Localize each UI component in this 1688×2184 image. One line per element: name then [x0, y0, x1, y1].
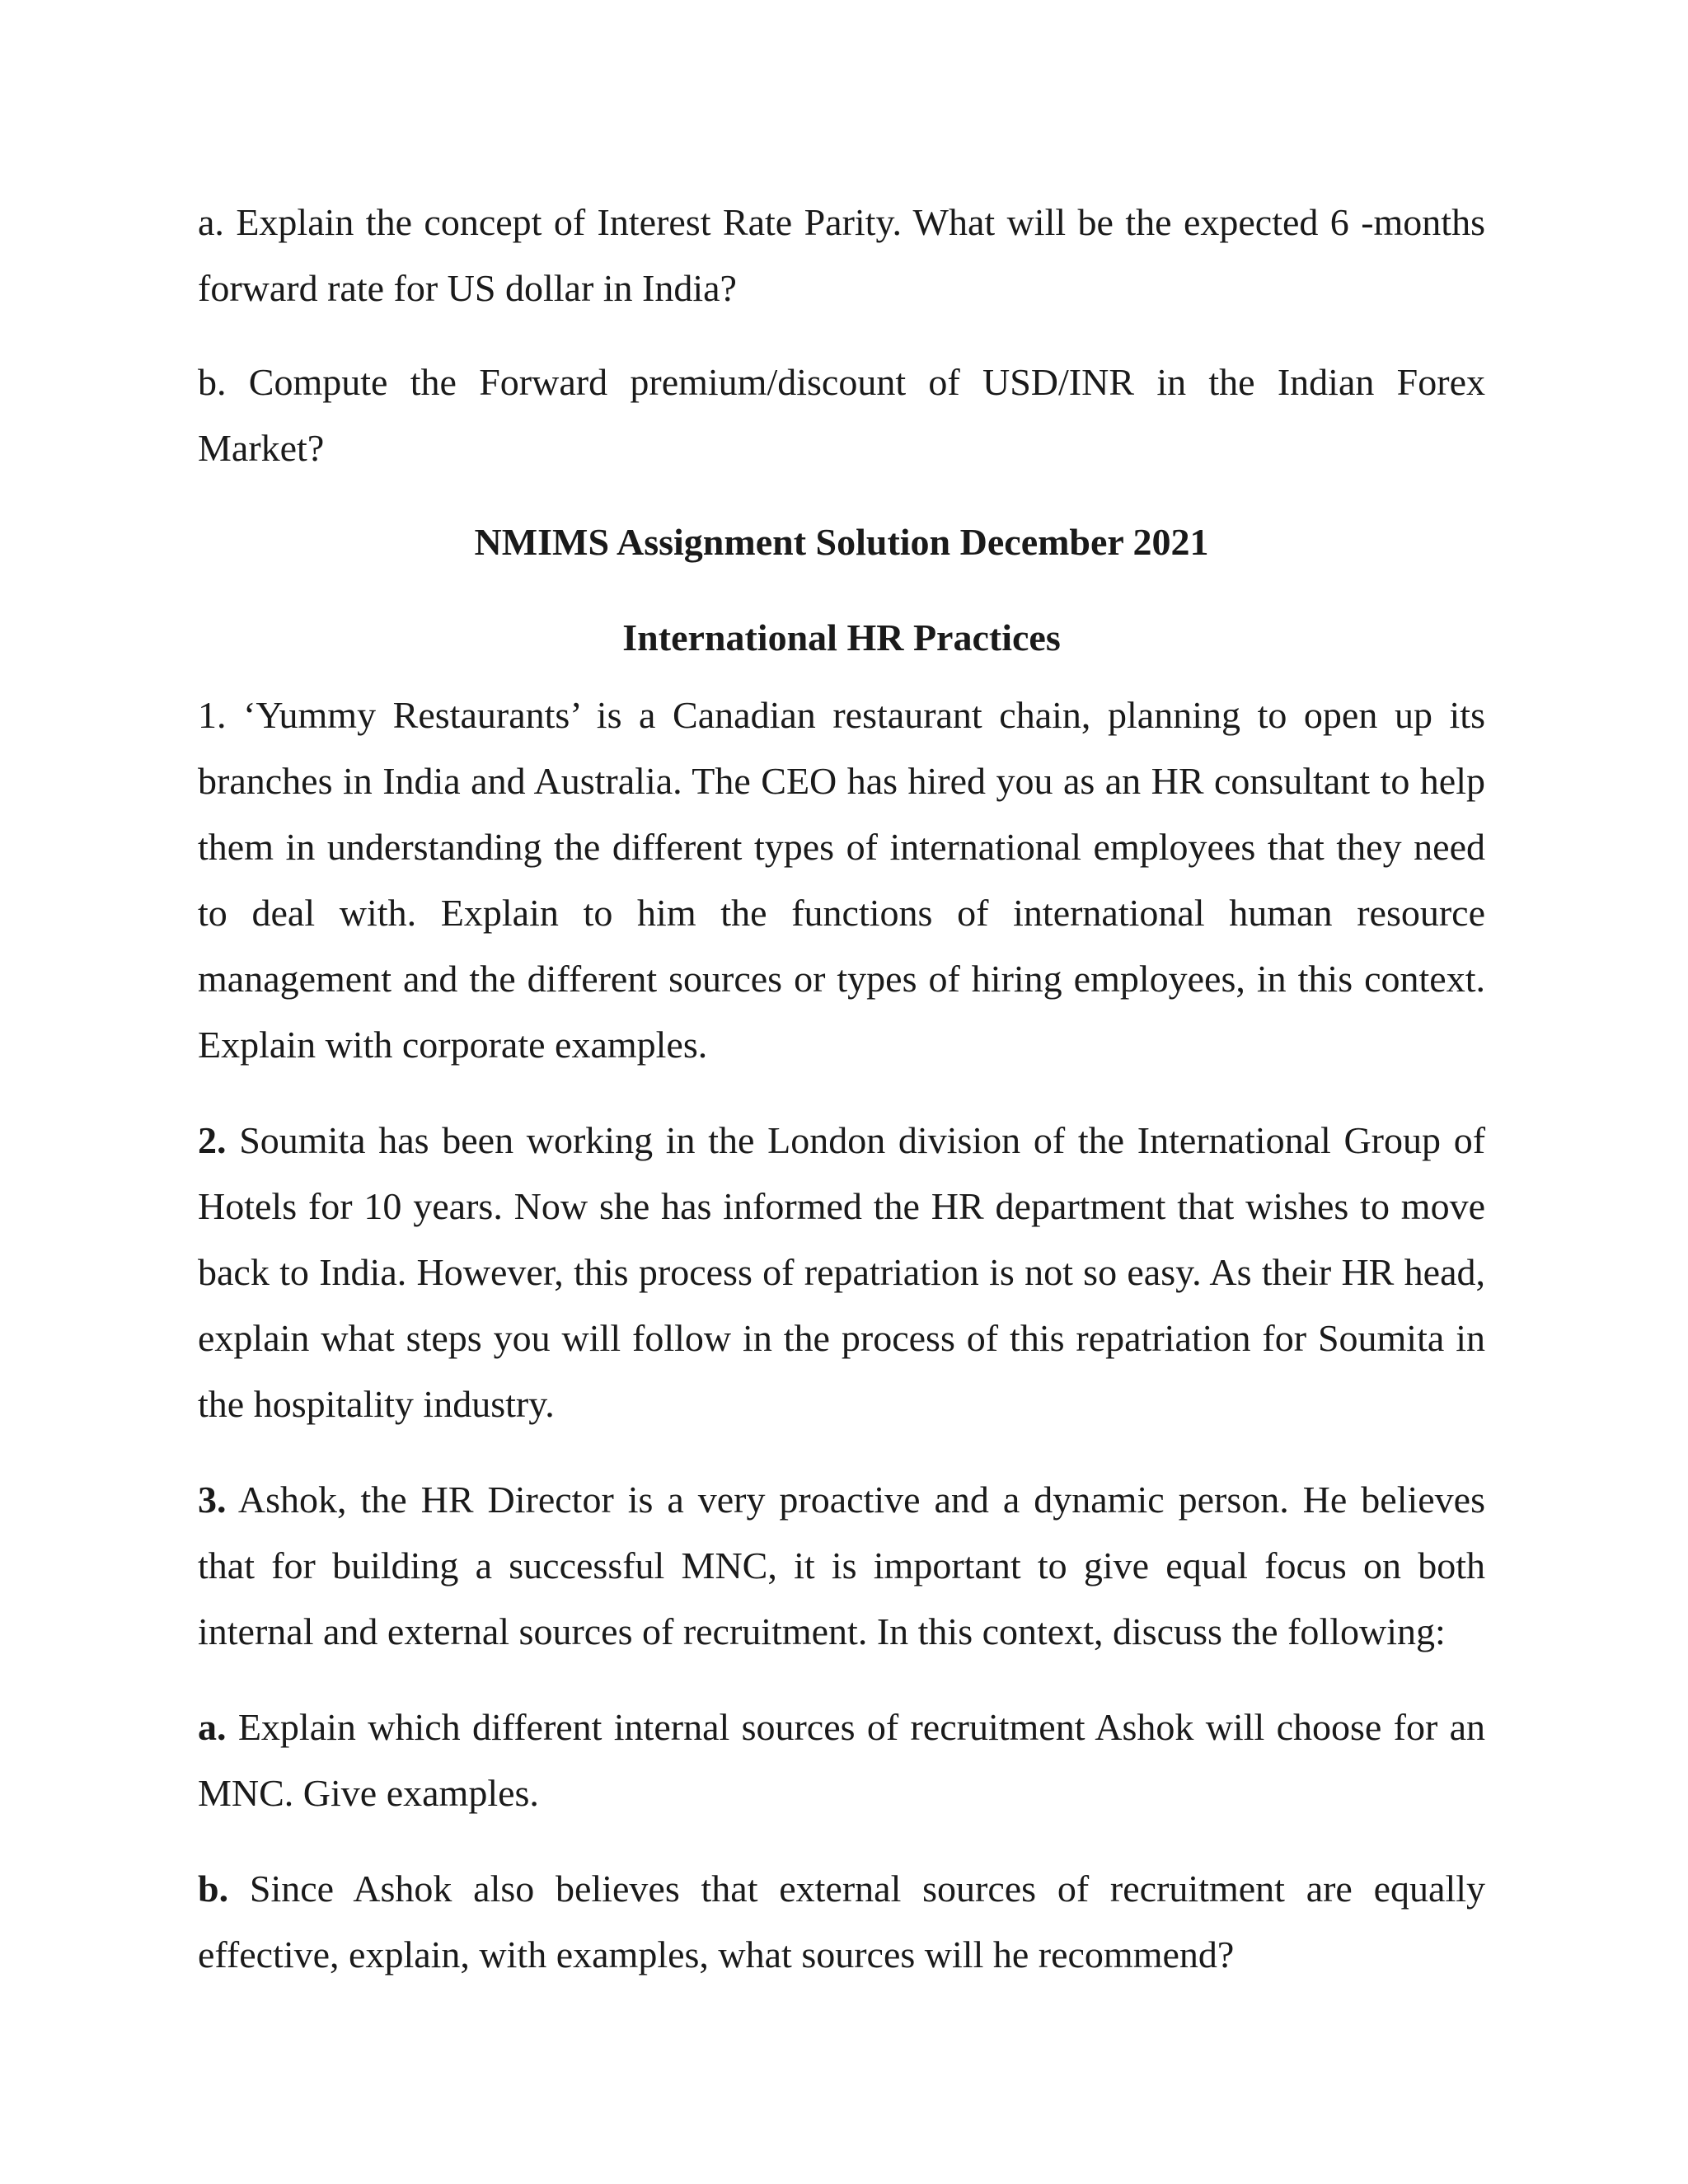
question-2 [198, 1108, 1485, 1437]
prev-question-b: b. Compute the Forward premium/discount of USD/INR in the Indian Forex Market? [198, 361, 1485, 469]
question-3a-text: Explain which different internal sources of recruitment Ashok will choose for an MNC. Give examples. [198, 1706, 1485, 1814]
question-3-text: Ashok, the HR Director is a very proactive and a dynamic person. He believes that for building a successful MNC, it is important to give equal focus on both internal and external sources of recruitment. In this context, discuss the following: [198, 1479, 1485, 1652]
question-3b-label: b. [198, 1868, 229, 1910]
question-3b-text: Since Ashok also believes that external sources of recruitment are equally effective, explain, with examples, what sources will he recommend? [198, 1868, 1486, 1975]
question-1: 1. ‘Yummy Restaurants’ is a Canadian restaurant chain, planning to open up its branches in India and Australia. The CEO has hired you as an HR consultant to help them in understanding the different types of international employees that they need to deal with. Explain to him the functions of international human resource management and the different sources or types of hiring employees, in this context. Explain with corporate examples. [198, 694, 1485, 1066]
question-3-number: 3. [198, 1479, 227, 1521]
subject-title: International HR Practices [622, 616, 1061, 658]
assignment-title: NMIMS Assignment Solution December 2021 [474, 521, 1209, 563]
question-3a [198, 1694, 1485, 1826]
document-page [198, 190, 1485, 1988]
question-3b [198, 1856, 1485, 1988]
prev-question-a: a. Explain the concept of Interest Rate Parity. What will be the expected 6 -months forward rate for US dollar in India? [198, 201, 1485, 309]
question-3a-label: a. [198, 1706, 227, 1748]
question-3 [198, 1467, 1485, 1665]
question-2-text: Soumita has been working in the London division of the International Group of Hotels for 10 years. Now she has informed the HR department that wishes to move back to India. However, this process of repatriation is not so easy. As their HR head, explain what steps you will follow in the process of this repatriation for Soumita in the hospitality industry. [198, 1119, 1486, 1425]
question-2-number: 2. [198, 1119, 227, 1161]
